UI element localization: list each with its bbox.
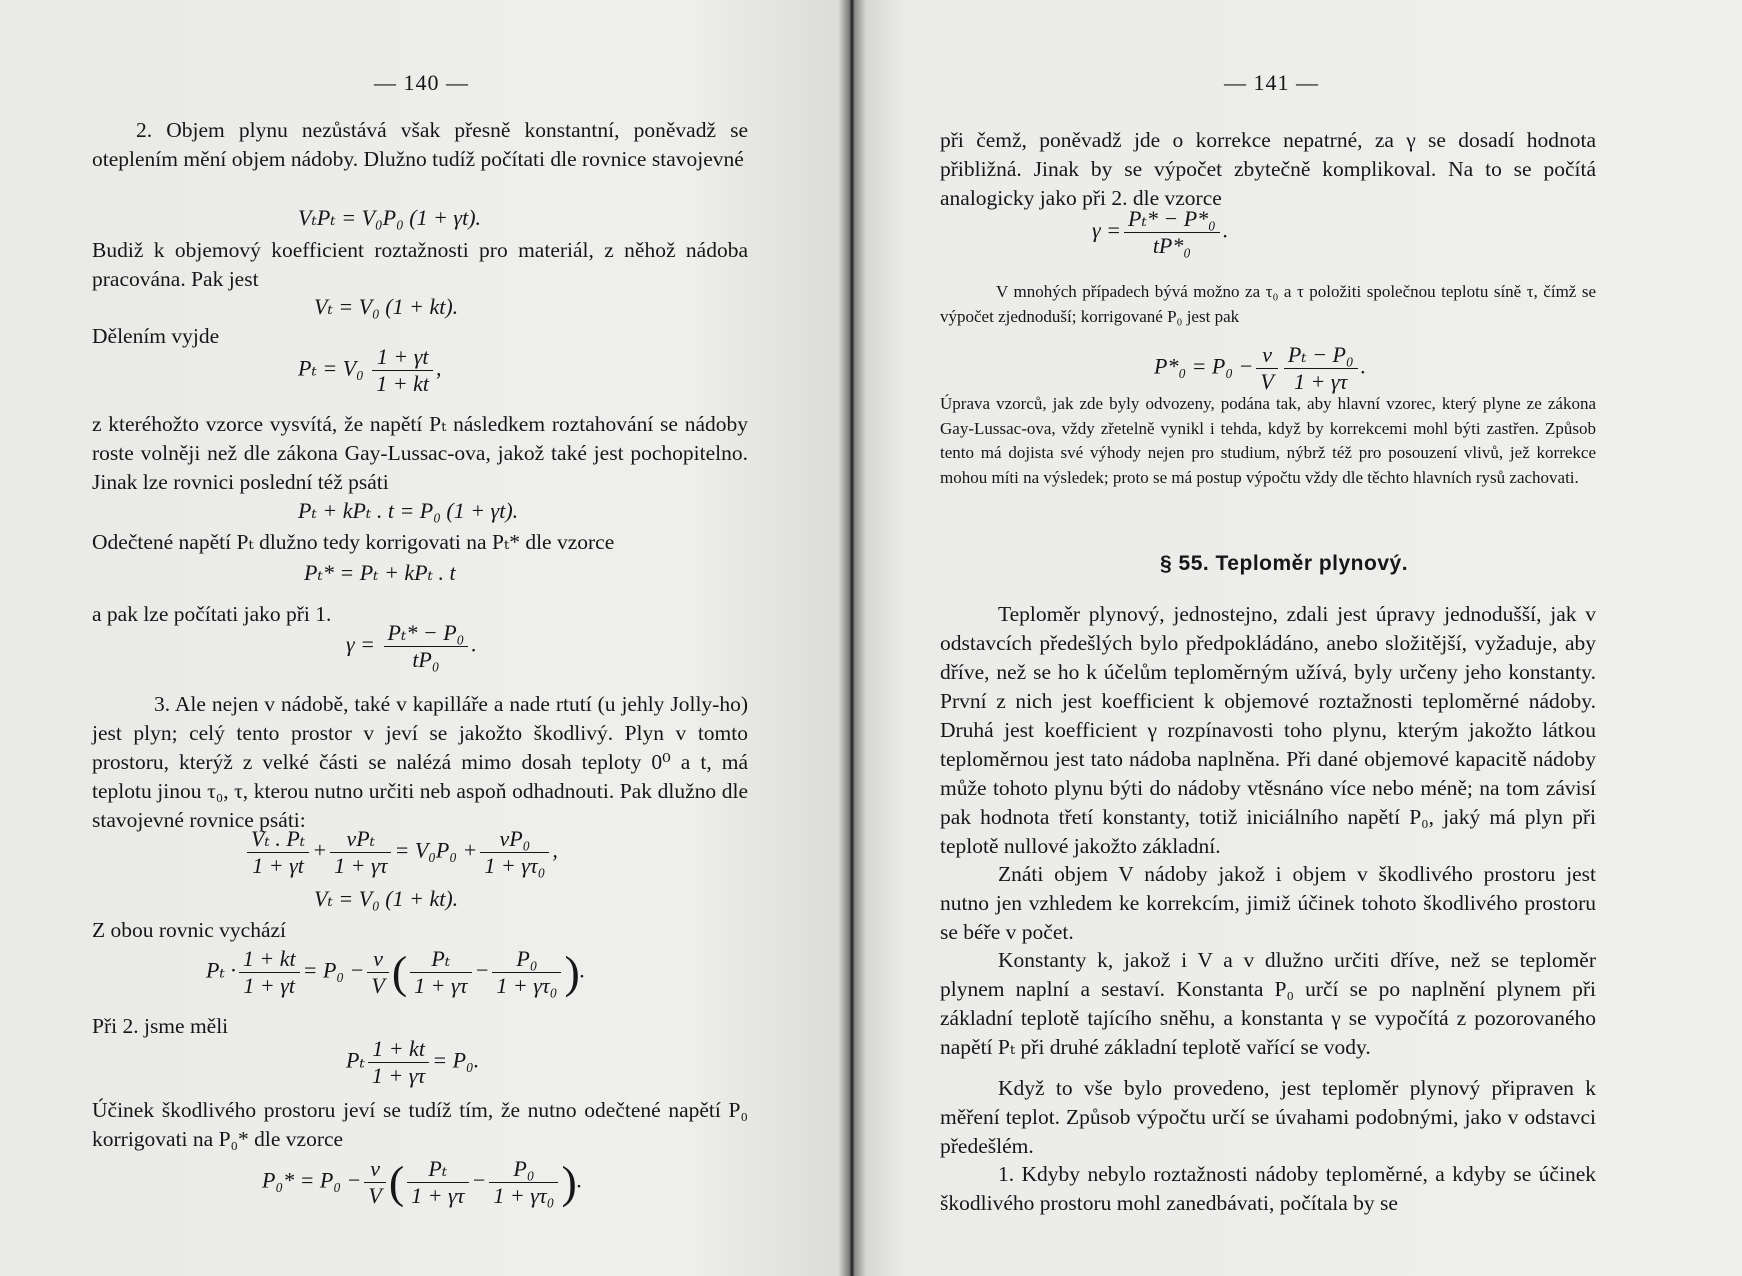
r-eq2-den: 1 + γτ bbox=[1284, 368, 1358, 395]
r-eq1-num: Pₜ* − P*₀ bbox=[1128, 206, 1216, 231]
book-gutter bbox=[838, 0, 866, 1276]
eq9-fraction-1 bbox=[239, 946, 300, 999]
eq7-num-3: vP₀ bbox=[499, 826, 531, 851]
eq6-denominator: tP₀ bbox=[384, 646, 469, 673]
r-eq1-tail: . bbox=[1222, 217, 1229, 243]
eq7-tail: , bbox=[552, 837, 558, 863]
left-page-number: — 140 — bbox=[374, 70, 469, 95]
eq9-v-den: V bbox=[367, 972, 388, 999]
left-equation-2: Vₜ = V₀ (1 + kt). bbox=[314, 294, 459, 319]
eq7-fraction-3 bbox=[480, 826, 549, 879]
left-paragraph-7: 3. Ale nejen v nádobě, také v kapilláře a nade rtutí (u jehly Jolly-ho) jest plyn; celý tento prostor v jeví se jakožto škodlivý. Plyn v tomto prostoru, kterýž z velké části se nalézá mimo dosah teploty 0⁰ a t, má teplotu jinou τ₀, τ, kterou nutno určiti neb aspoň odhadnouti. Pak dlužno dle stavojevné rovnice psáti: bbox=[92, 692, 748, 832]
r-eq2-v-den: V bbox=[1256, 368, 1277, 395]
right-equation-1 bbox=[1092, 206, 1228, 259]
right-page-number: — 141 — bbox=[1224, 70, 1319, 95]
eq7-fraction-1 bbox=[247, 826, 309, 879]
left-paragraph-4: z kteréhožto vzorce vysvítá, že napětí Pₜ následkem roztahování se nádoby roste volněji než dle zákona Gay-Lussac-ova, jakož také jest pochopitelno. Jinak lze rovnici poslední též psáti bbox=[92, 412, 748, 494]
eq7-den-1: 1 + γt bbox=[247, 852, 309, 879]
left-equation-3 bbox=[298, 344, 442, 397]
right-paragraph-5: Znáti objem V nádoby jakož i objem v škodlivého prostoru jest nutno jen vzhledem ke korrekcím, jimiž účinek tohoto škodlivého prostoru se béře v počet. bbox=[940, 862, 1596, 944]
left-paragraph-5: Odečtené napětí Pₜ dlužno tedy korrigovati na Pₜ* dle vzorce bbox=[92, 530, 615, 554]
left-equation-9: Pₜ · $\frac{1 + kt}{1 + \gamma t}$ = P₀ − $\frac{v}{V}$ ( $\frac{\text{Pₜ}}{1 + \gamma\tau}$ − $\frac{\text{P₀}}{\text{1 + γτ₀}}$ ). bbox=[206, 946, 586, 998]
right-paragraph-3: Úprava vzorců, jak zde byly odvozeny, podána tak, aby hlavní vzorec, který plyne ze zákona Gay-Lussac-ova, vždy zřetelně vynikl i tehda, když by korrekcemi mohl býti zastřen. Způsob tento má dojista své výhody nejen pro studium, nýbrž též pro posouzení vlivů, jež korrekce mohou míti na výsledek; proto se má postup výpočtu vždy dle těchto hlavních rysů zachovati. bbox=[940, 394, 1596, 487]
eq7-den-2: 1 + γτ bbox=[330, 852, 391, 879]
right-paragraph-6: Konstanty k, jakož i V a v dlužno určiti dříve, než se teploměr plynem naplní a sestaví. Konstanta P₀ určí se po naplnění plynem při základní teplotě tajícího sněhu, a konstanta γ se vypočítá z pozorovaného napětí Pₜ při druhé základní teplotě vařící se vody. bbox=[940, 948, 1596, 1059]
right-paragraph-2: V mnohých případech bývá možno za τ₀ a τ položiti společnou teplotu síně τ, čímž se výpočet zjednoduší; korrigované P₀ jest pak bbox=[940, 282, 1596, 326]
eq9-num-1: 1 + kt bbox=[242, 946, 296, 971]
eq9-fraction-3 bbox=[492, 946, 561, 999]
r-eq2-tail: . bbox=[1360, 353, 1367, 379]
eq6-lhs: γ = bbox=[346, 631, 376, 657]
eq9-den-2: 1 + γτ bbox=[410, 972, 471, 999]
left-paragraph-1: 2. Objem plynu nezůstává však přesně konstantní, poněvadž se oteplením mění objem nádoby. Dlužno tudíž počítati dle rovnice stavojevné bbox=[92, 118, 748, 171]
r-eq2-v-num: v bbox=[1262, 342, 1272, 367]
left-equation-7: $\frac{\text{Vₜ . Pₜ}}{1 + \gamma t}$ + $\frac{\text{vPₜ}}{1 + \gamma\tau}$ = V₀P₀ + $\frac{\text{vP₀}}{\text{1 + γτ₀}}$ , bbox=[244, 826, 558, 879]
section-heading: § 55. Teploměr plynový. bbox=[1160, 552, 1409, 575]
eq7-num-2: vPₜ bbox=[346, 826, 376, 851]
eq9-num-2: Pₜ bbox=[431, 946, 451, 971]
eq6-fraction bbox=[384, 620, 469, 673]
eq9-mid: = P₀ − bbox=[302, 957, 365, 983]
left-equation-6 bbox=[346, 620, 477, 673]
left-equation-10 bbox=[346, 1036, 479, 1089]
eq10-rhs: = P₀. bbox=[432, 1047, 480, 1073]
right-equation-2 bbox=[1154, 342, 1366, 395]
eq9-tail: . bbox=[579, 957, 586, 983]
r-eq2-v-fraction bbox=[1256, 342, 1277, 395]
r-eq1-fraction bbox=[1124, 206, 1220, 259]
eq7-num-1: Vₜ . Pₜ bbox=[251, 826, 306, 851]
eq7-fraction-2 bbox=[330, 826, 391, 879]
eq6-numerator: Pₜ* − P₀ bbox=[387, 620, 465, 645]
eq3-numerator: 1 + γt bbox=[376, 344, 429, 369]
eq11-v-fraction bbox=[364, 1156, 385, 1209]
eq11-num-2: Pₜ bbox=[428, 1156, 448, 1181]
left-paragraph-8: Z obou rovnic vychází bbox=[92, 918, 287, 942]
eq9-v-num: v bbox=[373, 946, 383, 971]
eq11-tail: . bbox=[576, 1167, 583, 1193]
eq11-fraction-3 bbox=[489, 1156, 558, 1209]
r-eq1-den: tP*₀ bbox=[1124, 232, 1220, 259]
eq3-lhs: Pₜ = V₀ bbox=[298, 355, 364, 381]
eq7-mid: = V₀P₀ + bbox=[394, 837, 478, 863]
eq9-num-3: P₀ bbox=[516, 946, 538, 971]
eq10-fraction bbox=[368, 1036, 429, 1089]
left-equation-11: P₀* = P₀ − $\frac{v}{V}$ ( $\frac{\text{Pₜ}}{1 + \gamma\tau}$ − $\frac{\text{P₀}}{\text{1 + γτ₀}}$ ). bbox=[262, 1156, 583, 1208]
eq7-den-3: 1 + γτ₀ bbox=[480, 852, 549, 879]
eq11-lhs: P₀* = P₀ − bbox=[262, 1167, 362, 1193]
eq9-v-fraction bbox=[367, 946, 388, 999]
eq9-lhs: Pₜ · bbox=[206, 957, 236, 983]
left-paragraph-2: Budiž k objemový koefficient roztažnosti pro materiál, z něhož nádoba pracována. Pak jest bbox=[92, 238, 748, 291]
left-paragraph-9: Při 2. jsme měli bbox=[92, 1014, 229, 1038]
eq11-num-3: P₀ bbox=[513, 1156, 535, 1181]
right-paragraph-8: 1. Kdyby nebylo roztažnosti nádoby teploměrné, a kdyby se účinek škodlivého prostoru mohl zanedbávati, počítala by se bbox=[940, 1162, 1596, 1215]
eq11-v-den: V bbox=[364, 1182, 385, 1209]
eq3-tail: , bbox=[436, 355, 442, 381]
r-eq2-lhs: P*₀ = P₀ − bbox=[1154, 353, 1254, 379]
right-paragraph-1: při čemž, poněvadž jde o korrekce nepatrné, za γ se dosadí hodnota přibližná. Jinak by se výpočet zbytečně komplikoval. Na to se počítá analogicky jako při 2. dle vzorce bbox=[940, 128, 1596, 210]
eq9-den-3: 1 + γτ₀ bbox=[492, 972, 561, 999]
eq9-den-1: 1 + γt bbox=[239, 972, 300, 999]
eq3-fraction bbox=[372, 344, 433, 397]
left-equation-5: Pₜ* = Pₜ + kPₜ . t bbox=[304, 560, 456, 585]
r-eq2-num: Pₜ − P₀ bbox=[1287, 342, 1354, 367]
eq10-lhs: Pₜ bbox=[346, 1047, 365, 1073]
eq11-den-3: 1 + γτ₀ bbox=[489, 1182, 558, 1209]
eq11-fraction-2 bbox=[407, 1156, 468, 1209]
eq11-v-num: v bbox=[370, 1156, 380, 1181]
r-eq1-lhs: γ = bbox=[1092, 217, 1122, 243]
right-paragraph-7: Když to vše bylo provedeno, jest teploměr plynový připraven k měření teplot. Způsob výpočtu určí se úvahami podobnými, jako v odstavci předešlém. bbox=[940, 1076, 1596, 1158]
eq11-den-2: 1 + γτ bbox=[407, 1182, 468, 1209]
left-equation-1: VₜPₜ = V₀P₀ (1 + γt). bbox=[298, 205, 482, 230]
left-paragraph-6: a pak lze počítati jako při 1. bbox=[92, 602, 332, 626]
left-paragraph-10: Účinek škodlivého prostoru jeví se tudíž tím, že nutno odečtené napětí P₀ korrigovati na P₀* dle vzorce bbox=[92, 1098, 748, 1151]
eq10-den: 1 + γτ bbox=[368, 1062, 429, 1089]
r-eq2-fraction bbox=[1284, 342, 1358, 395]
left-equation-8: Vₜ = V₀ (1 + kt). bbox=[314, 886, 459, 911]
right-paragraph-4: Teploměr plynový, jednostejno, zdali jest úpravy jednodušší, jak v odstavcích předešlých bylo předpokládáno, anebo složitější, vyžaduje, aby dříve, než se ho k účelům teploměrným užívá, byly určeny jeho konstanty. První z nich jest koefficient k objemové roztažnosti teploměrné nádoby. Druhá jest koefficient γ rozpínavosti toho plynu, kterým jakožto látkou teploměrnou jest tato nádoba naplněna. Při dané objemové kapacitě nádoby může tohoto plynu býti do nádoby vtěsnáno více nebo méně; na tom závisí pak hodnota třetí konstanty, totiž iniciálního napětí P₀, jaký má plyn při teplotě nullové jakožto základní. bbox=[940, 602, 1596, 858]
eq3-denominator: 1 + kt bbox=[372, 370, 433, 397]
eq9-fraction-2 bbox=[410, 946, 471, 999]
left-paragraph-3: Dělením vyjde bbox=[92, 324, 220, 348]
eq6-tail: . bbox=[471, 631, 477, 657]
eq10-num: 1 + kt bbox=[372, 1036, 425, 1061]
left-equation-4: Pₜ + kPₜ . t = P₀ (1 + γt). bbox=[298, 498, 519, 523]
